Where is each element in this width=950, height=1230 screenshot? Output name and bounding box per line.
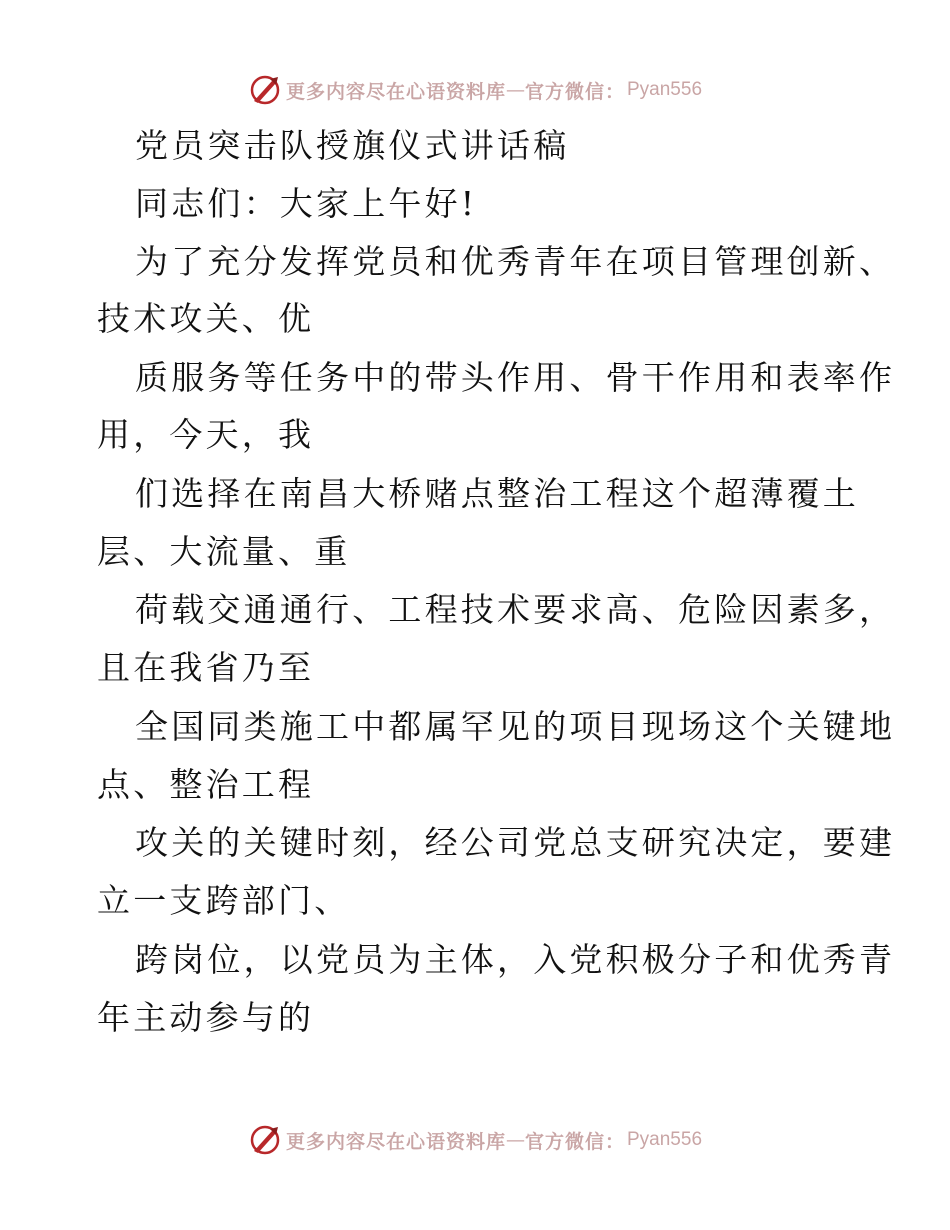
paragraph-line: 质服务等任务中的带头作用、骨干作用和表率作 <box>135 358 896 397</box>
paragraph-line: 立一支跨部门、 <box>97 881 351 920</box>
header-watermark <box>0 70 950 110</box>
footer-brand: 更多内容尽在心语资料库 <box>285 1130 506 1153</box>
paragraph-line: 用，今天，我 <box>97 415 315 454</box>
paragraph-line: 且在我省乃至 <box>97 648 315 687</box>
document-title: 党员突击队授旗仪式讲话稿 <box>135 126 570 165</box>
paragraph-line: 跨岗位，以党员为主体，入党积极分子和优秀青 <box>135 940 896 979</box>
header-brand: 更多内容尽在心语资料库 <box>285 80 506 103</box>
paragraph-line: 为了充分发挥党员和优秀青年在项目管理创新、 <box>135 242 896 281</box>
paragraph-line: 们选择在南昌大桥赌点整治工程这个超薄覆土 <box>135 474 859 513</box>
quill-logo-icon <box>248 73 282 107</box>
header-separator: — <box>505 79 525 101</box>
header-wechat-id: Pyan556 <box>627 79 703 100</box>
paragraph-line: 同志们：大家上午好! <box>135 184 478 223</box>
paragraph-line: 年主动参与的 <box>97 998 315 1037</box>
paragraph-line: 攻关的关键时刻，经公司党总支研究决定，要建 <box>135 823 896 862</box>
quill-logo-icon <box>248 1123 282 1157</box>
paragraph-line: 全国同类施工中都属罕见的项目现场这个关键地 <box>135 707 896 746</box>
footer-watermark <box>0 1120 950 1160</box>
paragraph-line: 技术攻关、优 <box>97 299 315 338</box>
paragraph-line: 荷载交通通行、工程技术要求高、危险因素多， <box>135 590 896 629</box>
footer-wechat-id: Pyan556 <box>627 1129 703 1150</box>
footer-separator: — <box>505 1129 525 1151</box>
footer-official-label: 官方微信： <box>524 1130 625 1153</box>
paragraph-line: 层、大流量、重 <box>97 532 351 571</box>
paragraph-line: 点、整治工程 <box>97 765 315 804</box>
header-official-label: 官方微信： <box>524 80 625 103</box>
